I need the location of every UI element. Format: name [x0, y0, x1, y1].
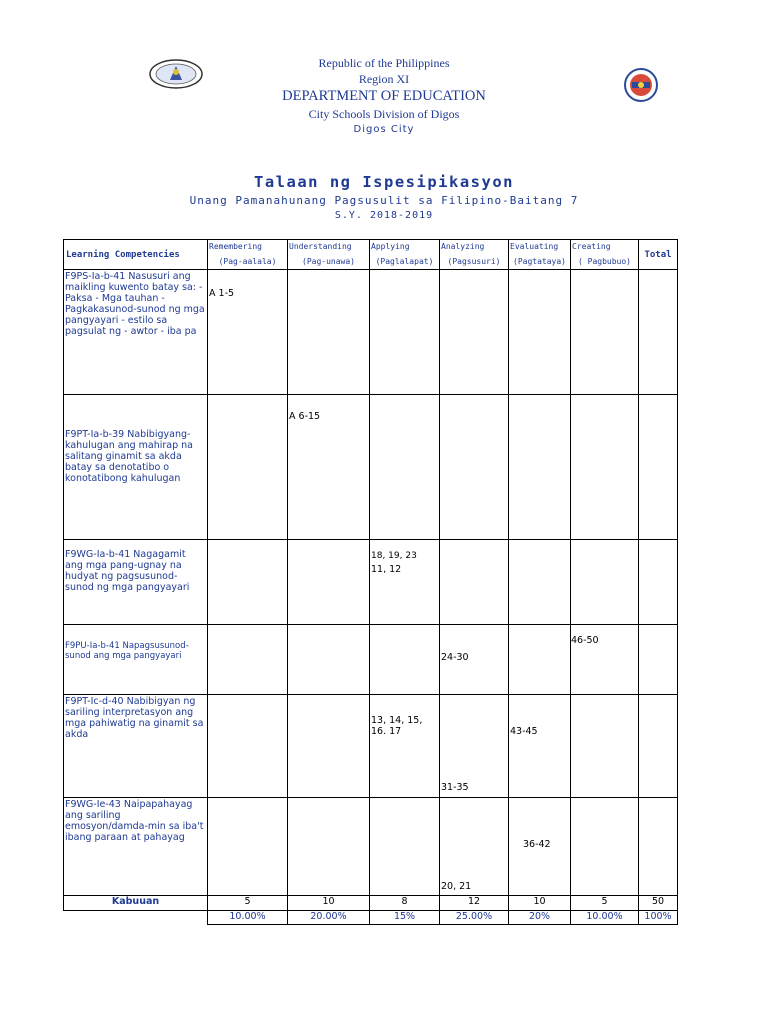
division-line: City Schools Division of Digos: [308, 107, 460, 121]
summary-count: 8: [370, 896, 440, 911]
item-range: A 6-15: [289, 411, 321, 422]
competency-cell: F9PT-Ic-d-40 Nabibigyan ng sariling interpretasyon ang mga pahiwatig na ginamit sa akda: [64, 695, 208, 798]
item-range: 13, 14, 15, 16. 17: [371, 715, 423, 737]
item-range: 31-35: [441, 782, 469, 793]
school-year: S.Y. 2018-2019: [334, 210, 434, 221]
level-header-remembering: Remembering (Pag-aalala): [208, 240, 288, 270]
understanding-cell: [288, 395, 370, 540]
level-header-applying: Applying (Paglalapat): [370, 240, 440, 270]
table-row: [64, 540, 678, 625]
summary-percent: 10.00%: [208, 911, 288, 925]
creating-cell: [571, 625, 639, 695]
item-range: 24-30: [441, 652, 469, 663]
item-range: 18, 19, 23: [371, 551, 417, 561]
table-row: [64, 798, 678, 896]
republic-line: Republic of the Philippines: [318, 56, 450, 70]
summary-percent: 20.00%: [288, 911, 370, 925]
applying-cell: [370, 695, 440, 798]
summary-row: [64, 896, 678, 911]
competency-cell: F9PS-Ia-b-41 Nasusuri ang maikling kuwento batay sa: - Paksa - Mga tauhan - Pagkakasunod-sunod ng mga pangyayari - estilo sa pagsulat ng - awtor - iba pa: [64, 270, 208, 395]
percent-row: [64, 911, 678, 925]
table-row: [64, 625, 678, 695]
item-range: 20, 21: [441, 881, 472, 892]
competency-header: Learning Competencies: [64, 240, 208, 270]
competency-cell: F9WG-Ie-43 Naipapahayag ang sariling emosyon/damda-min sa iba't ibang paraan at pahayag: [64, 798, 208, 896]
table-row: [64, 395, 678, 540]
evaluating-cell: [509, 695, 571, 798]
level-header-creating: Creating ( Pagbubuo): [571, 240, 639, 270]
summary-total: 50: [639, 896, 678, 911]
level-header-analyzing: Analyzing (Pagsusuri): [440, 240, 509, 270]
item-range: 36-42: [523, 839, 551, 850]
analyzing-cell: [440, 798, 509, 896]
table-row: [64, 270, 678, 395]
evaluating-cell: [509, 798, 571, 896]
total-header: Total: [639, 240, 678, 270]
document-title: Talaan ng Ispesipikasyon: [254, 173, 514, 191]
city-line: Digos City: [353, 124, 415, 135]
competency-cell: F9PT-Ia-b-39 Nabibigyang- kahulugan ang mahirap na salitang ginamit sa akda batay sa denotatibo o konotatibong kahulugan: [64, 395, 208, 540]
summary-count: 5: [571, 896, 639, 911]
analyzing-cell: [440, 625, 509, 695]
analyzing-cell: [440, 695, 509, 798]
department-line: DEPARTMENT OF EDUCATION: [282, 88, 486, 104]
summary-count: 12: [440, 896, 509, 911]
summary-percent: 25.00%: [440, 911, 509, 925]
item-range: 43-45: [510, 726, 538, 737]
table-row: [64, 695, 678, 798]
header-row: [64, 240, 678, 270]
summary-percent-total: 100%: [639, 911, 678, 925]
level-header-evaluating: Evaluating (Pagtataya): [509, 240, 571, 270]
summary-count: 5: [208, 896, 288, 911]
document-subtitle: Unang Pamanahunang Pagsusulit sa Filipino-Baitang 7: [189, 194, 579, 207]
item-range: A 1-5: [209, 288, 235, 299]
summary-percent: 15%: [370, 911, 440, 925]
remembering-cell: [208, 270, 288, 395]
summary-percent: 10.00%: [571, 911, 639, 925]
table-of-specification: [63, 239, 678, 925]
level-header-understanding: Understanding (Pag-unawa): [288, 240, 370, 270]
item-range: 11, 12: [371, 564, 402, 575]
summary-count: 10: [288, 896, 370, 911]
summary-count: 10: [509, 896, 571, 911]
summary-percent: 20%: [509, 911, 571, 925]
item-range: 46-50: [571, 635, 599, 646]
region-line: Region XI: [358, 72, 410, 86]
summary-label: Kabuuan: [64, 896, 208, 911]
competency-cell: F9PU-Ia-b-41 Napagsusunod-sunod ang mga pangyayari: [64, 625, 208, 695]
applying-cell: [370, 540, 440, 625]
competency-cell: F9WG-Ia-b-41 Nagagamit ang mga pang-ugnay na hudyat ng pagsusunod-sunod ng mga pangyayari: [64, 540, 208, 625]
